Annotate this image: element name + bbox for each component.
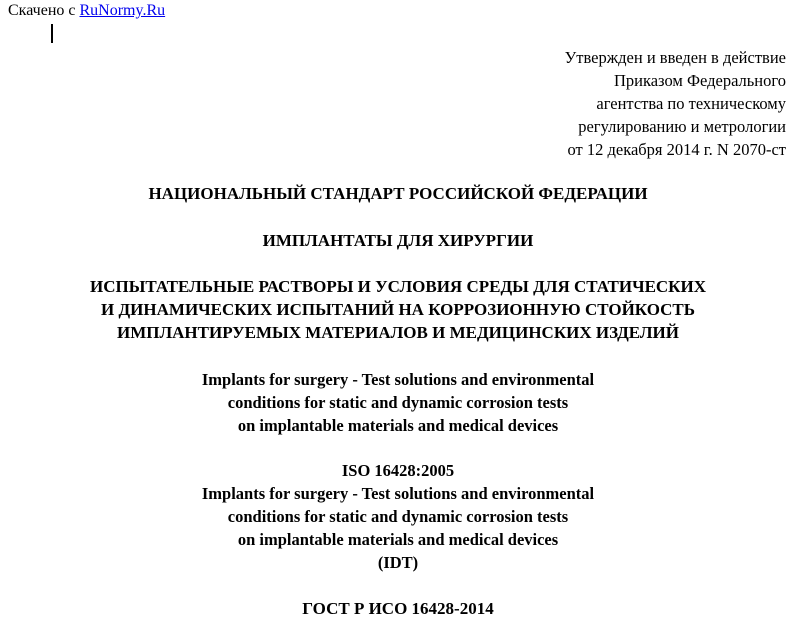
approval-line: от 12 декабря 2014 г. N 2070-ст — [567, 140, 786, 159]
russian-title-line: ИСПЫТАТЕЛЬНЫЕ РАСТВОРЫ И УСЛОВИЯ СРЕДЫ ДЛЯ СТАТИЧЕСКИХ — [89, 277, 707, 296]
approval-line: Утвержден и введен в действие — [564, 48, 786, 67]
iso-title-line: conditions for static and dynamic corrosion tests — [227, 507, 569, 526]
iso-title-line: on implantable materials and medical devices — [237, 530, 559, 549]
national-standard-heading — [0, 182, 790, 205]
gost-code-heading — [0, 597, 790, 620]
approval-line: Приказом Федерального — [613, 71, 786, 90]
download-source-prefix: Скачено с — [8, 2, 76, 19]
approval-line: агентства по техническому — [596, 94, 786, 113]
russian-title-line: ИМПЛАНТИРУЕМЫХ МАТЕРИАЛОВ И МЕДИЦИНСКИХ ИЗДЕЛИЙ — [116, 323, 679, 342]
russian-title-block — [0, 275, 790, 344]
subject-heading — [0, 229, 790, 252]
russian-title-line: И ДИНАМИЧЕСКИХ ИСПЫТАНИЙ НА КОРРОЗИОННУЮ СТОЙКОСТЬ — [101, 300, 695, 319]
english-title-line: on implantable materials and medical devices — [237, 416, 559, 435]
iso-code: ISO 16428:2005 — [341, 461, 455, 480]
english-title-block — [0, 368, 790, 437]
national-standard-title: НАЦИОНАЛЬНЫЙ СТАНДАРТ РОССИЙСКОЙ ФЕДЕРАЦИИ — [148, 184, 648, 203]
equivalence-mark: (IDT) — [377, 553, 419, 572]
english-title-line: Implants for surgery - Test solutions and environmental — [201, 370, 595, 389]
download-source-line — [8, 1, 165, 21]
english-title-line: conditions for static and dynamic corrosion tests — [227, 393, 569, 412]
approval-block — [426, 46, 786, 161]
gost-code: ГОСТ Р ИСО 16428-2014 — [302, 599, 494, 618]
iso-title-line: Implants for surgery - Test solutions and environmental — [201, 484, 595, 503]
subject-title: ИМПЛАНТАТЫ ДЛЯ ХИРУРГИИ — [262, 231, 534, 250]
approval-line: регулированию и метрологии — [578, 117, 786, 136]
iso-reference-block — [0, 459, 790, 574]
text-cursor — [51, 24, 53, 43]
runormy-link[interactable]: RuNormy.Ru — [79, 2, 166, 19]
